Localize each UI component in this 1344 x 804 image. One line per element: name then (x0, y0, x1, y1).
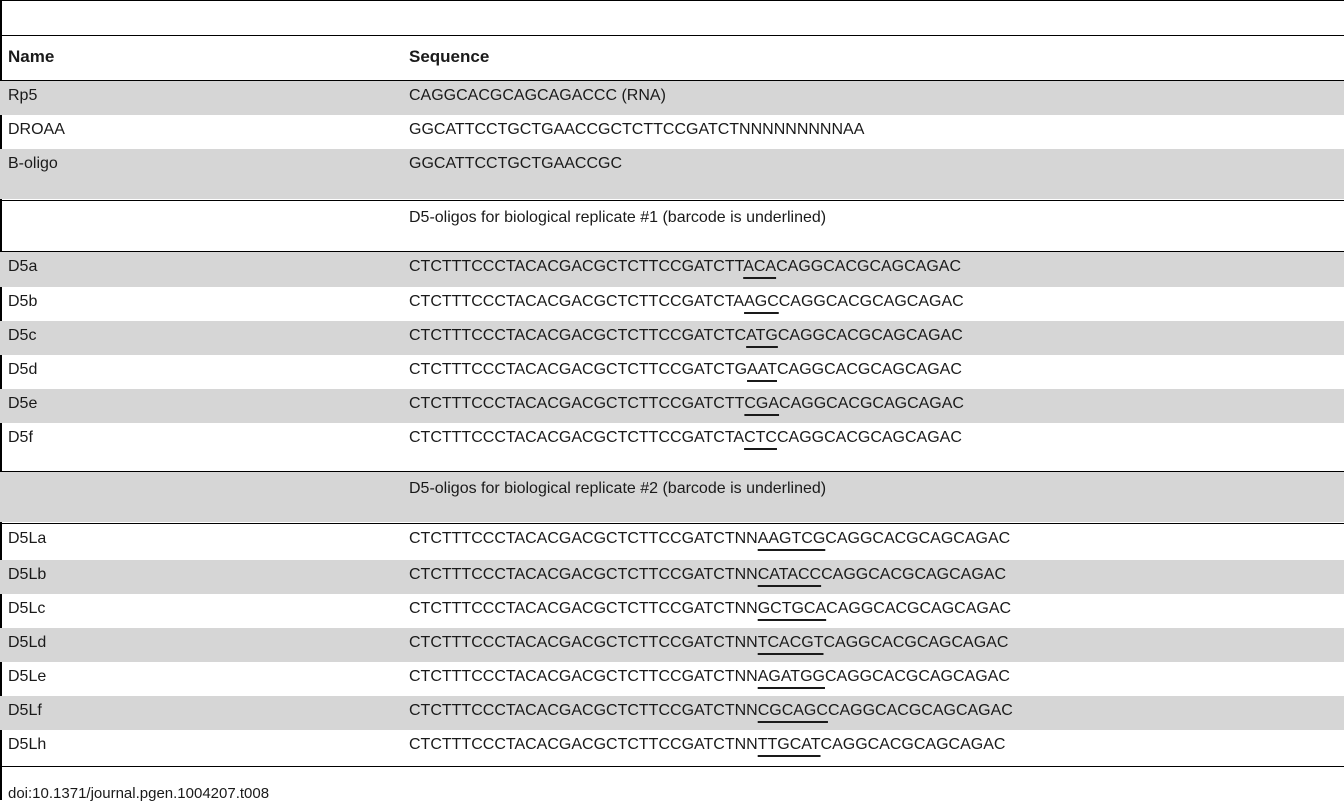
barcode: AGATGG (757, 668, 825, 685)
sequence-text: D5-oligos for biological replicate #2 (barcode is underlined) (409, 480, 827, 497)
sequence-text: GGCATTCCTGCTGAACCGC (409, 155, 623, 172)
barcode: AAT (747, 361, 777, 378)
oligo-sequence (409, 86, 666, 106)
sequence-suffix: CAGGCACGCAGCAGAC (826, 600, 1012, 617)
sequence-text: CTCTTTCCCTACACGACGCTCTTCCGATCTNN (409, 634, 758, 651)
sequence-suffix: CAGGCACGCAGCAGAC (776, 429, 962, 446)
oligo-sequence (409, 154, 622, 174)
sequence-text: CTCTTTCCCTACACGACGCTCTTCCGATCTT (409, 258, 744, 275)
oligo-sequence (409, 257, 961, 277)
oligo-sequence (409, 326, 963, 346)
sequence-text: CTCTTTCCCTACACGACGCTCTTCCGATCTT (409, 395, 745, 412)
oligo-sequence (409, 428, 962, 448)
barcode: TTGCAT (757, 736, 821, 753)
barcode: AGC (744, 293, 779, 310)
sequence-suffix: CAGGCACGCAGCAGAC (825, 530, 1011, 547)
oligo-name: D5Le (8, 668, 47, 685)
oligo-sequence (409, 633, 1008, 653)
sequence-text: CTCTTTCCCTACACGACGCTCTTCCGATCTNN (409, 600, 758, 617)
sequence-text: CTCTTTCCCTACACGACGCTCTTCCGATCTNN (409, 668, 758, 685)
barcode: CATACC (757, 566, 822, 583)
sequence-text: CTCTTTCCCTACACGACGCTCTTCCGATCTC (409, 327, 747, 344)
oligo-sequence (409, 360, 962, 380)
section-title (409, 479, 826, 499)
sequence-suffix: CAGGCACGCAGCAGAC (824, 668, 1010, 685)
barcode: CTC (744, 429, 777, 446)
top-rule (0, 0, 1344, 1)
sequence-text: GGCATTCCTGCTGAACCGCTCTTCCGATCTNNNNNNNNNAA (409, 121, 865, 138)
sequence-suffix: CAGGCACGCAGCAGAC (820, 736, 1006, 753)
section-rule (0, 523, 1344, 524)
oligo-sequence (409, 529, 1010, 549)
sequence-text: CTCTTTCCCTACACGACGCTCTTCCGATCTA (409, 429, 745, 446)
sequence-suffix: CAGGCACGCAGCAGAC (776, 258, 962, 275)
oligo-name: D5c (8, 327, 37, 344)
sequence-text: CTCTTTCCCTACACGACGCTCTTCCGATCTNN (409, 702, 758, 719)
oligo-sequence (409, 565, 1006, 585)
oligo-name: D5Ld (8, 634, 47, 651)
oligo-sequence (409, 701, 1013, 721)
oligo-sequence (409, 120, 864, 140)
column-header-sequence: Sequence (409, 47, 490, 66)
oligo-name: D5f (8, 429, 33, 446)
barcode: CGCAGC (757, 702, 828, 719)
oligo-sequence (409, 599, 1011, 619)
sequence-suffix: CAGGCACGCAGCAGAC (777, 327, 963, 344)
oligo-sequence (409, 394, 964, 414)
doi-caption: doi:10.1371/journal.pgen.1004207.t008 (8, 785, 270, 802)
barcode: AAGTCG (757, 530, 826, 547)
sequence-suffix: CAGGCACGCAGCAGAC (827, 702, 1013, 719)
sequence-text: CTCTTTCCCTACACGACGCTCTTCCGATCTA (409, 293, 745, 310)
oligo-name: DROAA (8, 121, 65, 138)
oligo-name: D5d (8, 361, 38, 378)
barcode: ATG (746, 327, 778, 344)
section-title (409, 208, 826, 228)
sequence-text: CTCTTTCCCTACACGACGCTCTTCCGATCTNN (409, 736, 758, 753)
sequence-text: CTCTTTCCCTACACGACGCTCTTCCGATCTG (409, 361, 748, 378)
section-rule (0, 200, 1344, 201)
sequence-suffix: CAGGCACGCAGCAGAC (778, 293, 964, 310)
sequence-suffix: CAGGCACGCAGCAGAC (776, 361, 962, 378)
oligo-name: B-oligo (8, 155, 58, 172)
barcode: GCTGCA (757, 600, 827, 617)
table-bottom-rule (0, 766, 1344, 767)
row-shade (0, 149, 1344, 199)
sequence-text: CTCTTTCCCTACACGACGCTCTTCCGATCTNN (409, 566, 758, 583)
oligo-name: Rp5 (8, 87, 38, 104)
oligo-name: D5e (8, 395, 38, 412)
sequence-text: CAGGCACGCAGCAGACCC (RNA) (409, 87, 666, 104)
sequence-suffix: CAGGCACGCAGCAGAC (823, 634, 1009, 651)
oligo-name: D5Lf (8, 702, 42, 719)
oligo-name: D5a (8, 258, 38, 275)
oligo-name: D5Lh (8, 736, 47, 753)
oligo-sequence (409, 735, 1005, 755)
header-top-rule (0, 35, 1344, 36)
barcode: ACA (743, 258, 777, 275)
oligo-name: D5La (8, 530, 47, 547)
row-shade (0, 81, 1344, 115)
barcode: TCACGT (757, 634, 824, 651)
sequence-suffix: CAGGCACGCAGCAGAC (821, 566, 1007, 583)
column-header-name: Name (8, 47, 55, 66)
sequence-text: CTCTTTCCCTACACGACGCTCTTCCGATCTNN (409, 530, 758, 547)
sequence-text: D5-oligos for biological replicate #1 (barcode is underlined) (409, 209, 827, 226)
oligo-name: D5Lb (8, 566, 47, 583)
oligo-name: D5Lc (8, 600, 46, 617)
oligo-sequence (409, 292, 964, 312)
barcode: CGA (744, 395, 780, 412)
sequence-suffix: CAGGCACGCAGCAGAC (779, 395, 964, 412)
oligo-sequence (409, 667, 1010, 687)
oligo-name: D5b (8, 293, 38, 310)
